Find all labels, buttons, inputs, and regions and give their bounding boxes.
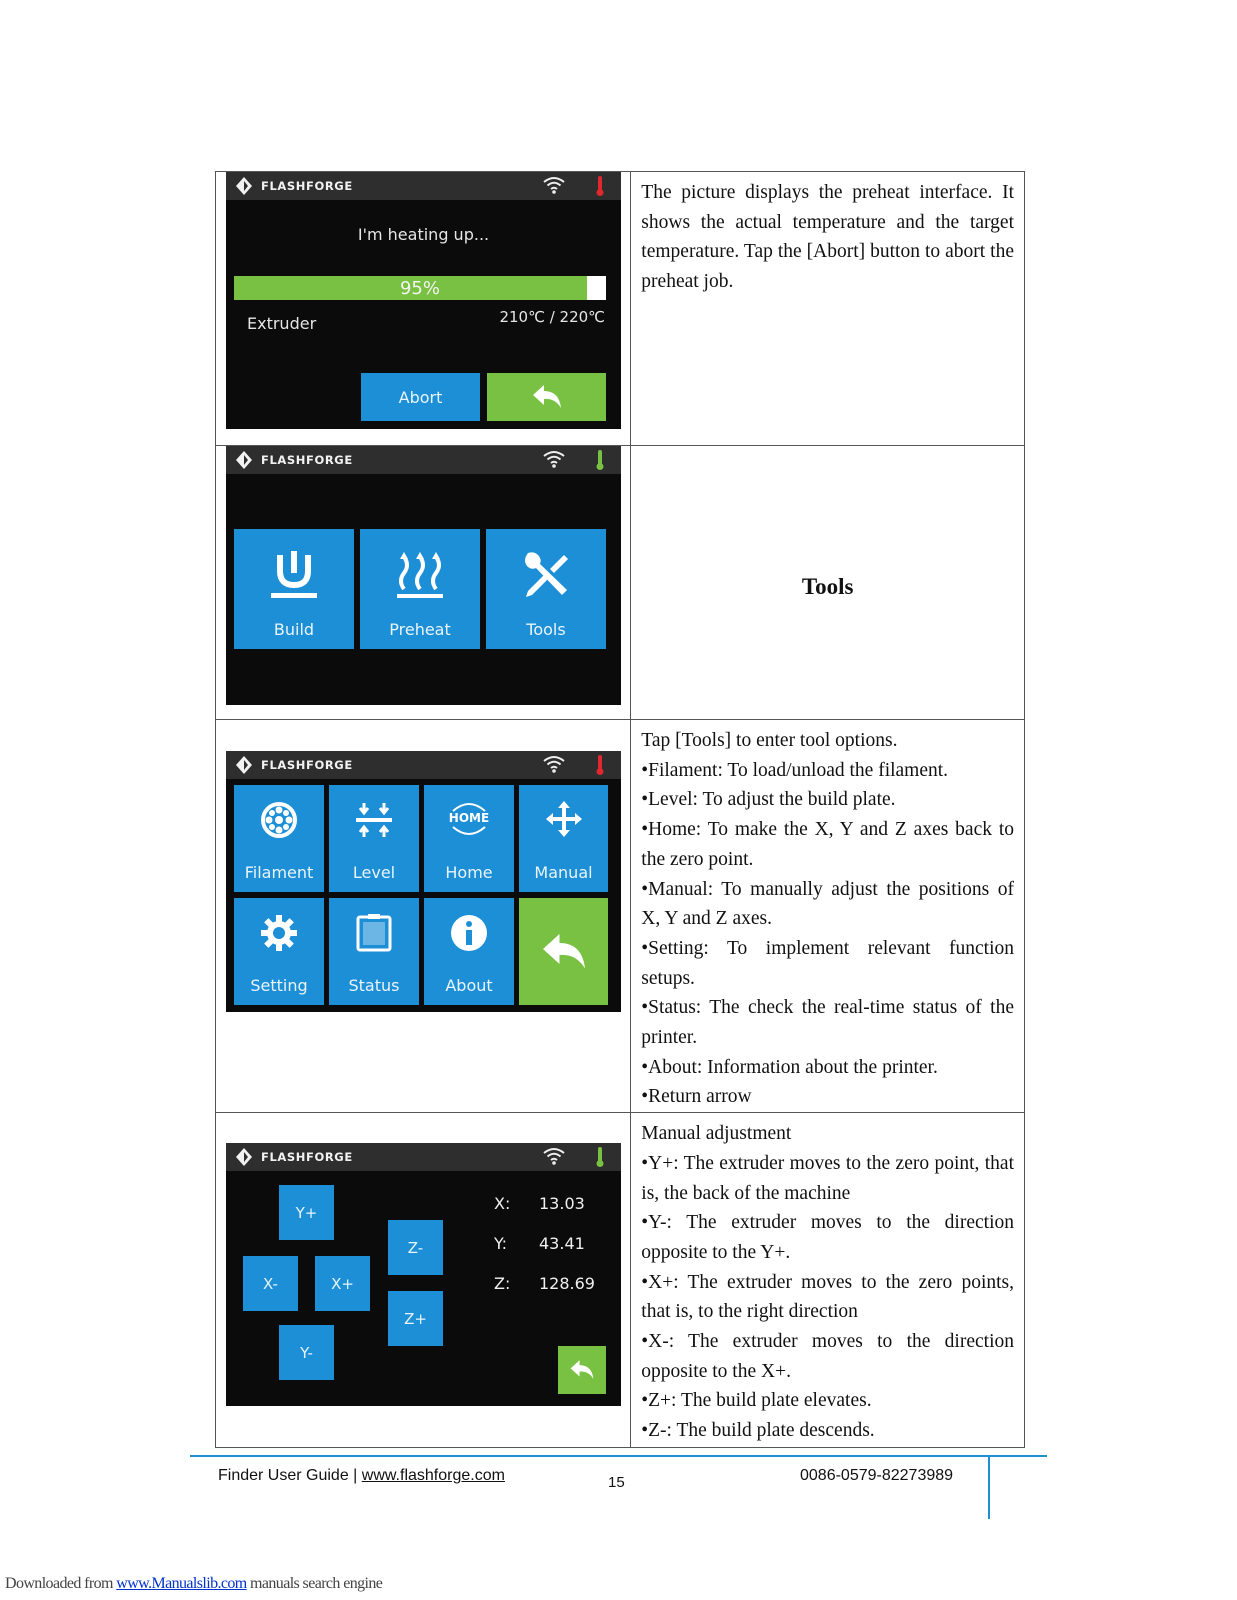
- y-minus-label: Y-: [300, 1343, 313, 1362]
- page-number: 15: [608, 1474, 625, 1491]
- manual-tile[interactable]: [519, 785, 608, 892]
- thermometer-hot-icon: [595, 754, 605, 776]
- home-tile[interactable]: [424, 785, 514, 892]
- x-axis-value: 13.03: [539, 1194, 585, 1214]
- about-label: About: [445, 976, 493, 995]
- z-axis-label: Z:: [494, 1274, 511, 1294]
- footer-divider: [190, 1455, 1047, 1457]
- manual-description-cell: [631, 1113, 1025, 1448]
- setting-label: Setting: [250, 976, 308, 995]
- status-tile[interactable]: [329, 898, 419, 1005]
- footer-phone: 0086-0579-82273989: [800, 1467, 954, 1484]
- setting-tile[interactable]: [234, 898, 324, 1005]
- home-label: Home: [445, 863, 493, 882]
- temperature-readout: 210℃ / 220℃: [499, 308, 605, 326]
- x-plus-label: X+: [331, 1274, 354, 1293]
- progress-bar: [234, 276, 606, 300]
- tools-title-cell: [631, 446, 1025, 720]
- preheat-screenshot-cell: [216, 172, 631, 446]
- preheat-tile[interactable]: [360, 529, 480, 649]
- back-button[interactable]: [487, 373, 606, 421]
- tools-line-6: •Status: The check the real-time status of the printer.: [641, 997, 1014, 1049]
- preheat-icon: [395, 549, 445, 601]
- status-label: Status: [348, 976, 400, 995]
- extruder-label: Extruder: [247, 314, 317, 333]
- level-icon: [354, 801, 394, 839]
- filament-label: Filament: [244, 863, 314, 882]
- manual-label: Manual: [534, 863, 593, 882]
- abort-label: Abort: [398, 387, 443, 407]
- return-tile[interactable]: [519, 898, 608, 1005]
- thermometer-ok-icon: [595, 1146, 605, 1168]
- x-minus-label: X-: [263, 1274, 278, 1293]
- brand-name: FLASHFORGE: [261, 1150, 353, 1165]
- brand-name: FLASHFORGE: [261, 453, 353, 467]
- z-plus-button[interactable]: [388, 1291, 443, 1346]
- thermometer-hot-icon: [595, 175, 605, 197]
- thermometer-ok-icon: [595, 449, 605, 471]
- level-tile[interactable]: [329, 785, 419, 892]
- about-tile[interactable]: [424, 898, 514, 1005]
- progress-label: 95%: [399, 278, 440, 299]
- home-icon: [447, 799, 491, 839]
- tools-tile[interactable]: [486, 529, 606, 649]
- footer-vertical-divider: [988, 1457, 990, 1519]
- footer-guide: [218, 1467, 505, 1485]
- manual-line-0: Manual adjustment: [641, 1123, 792, 1145]
- top-bar: [226, 172, 621, 200]
- preheat-label: Preheat: [389, 620, 451, 639]
- z-axis-value: 128.69: [539, 1274, 595, 1294]
- main-menu-screen: [226, 446, 621, 705]
- tools-screen: [226, 751, 621, 1012]
- manual-line-5: •Z+: The build plate elevates.: [641, 1390, 872, 1412]
- manual-screenshot-cell: [216, 1113, 631, 1448]
- flashforge-logo: [235, 755, 353, 775]
- flashforge-logo: [235, 176, 353, 196]
- z-plus-label: Z+: [404, 1309, 427, 1328]
- wifi-icon: [542, 450, 566, 468]
- top-bar: [226, 751, 621, 779]
- wifi-icon: [542, 755, 566, 773]
- wifi-icon: [542, 176, 566, 194]
- abort-button[interactable]: [361, 373, 480, 421]
- tools-label: Tools: [526, 620, 566, 639]
- gear-icon: [260, 914, 298, 952]
- filament-icon: [260, 801, 298, 839]
- z-minus-button[interactable]: [388, 1220, 443, 1275]
- tools-line-3: •Home: To make the X, Y and Z axes back to the zero point.: [641, 819, 1014, 870]
- download-suffix: manuals search engine: [246, 1575, 383, 1592]
- status-icon: [356, 914, 392, 952]
- tools-screenshot-cell: [216, 720, 631, 1113]
- x-axis-label: X:: [494, 1194, 511, 1214]
- brand-name: FLASHFORGE: [261, 179, 353, 193]
- y-plus-label: Y+: [295, 1203, 318, 1222]
- tools-line-5: •Setting: To implement relevant function setups.: [641, 937, 1014, 989]
- flashforge-logo: [235, 450, 353, 470]
- back-arrow-icon: [540, 932, 588, 972]
- back-arrow-icon: [569, 1359, 595, 1381]
- tools-description-cell: [631, 720, 1025, 1113]
- footer-guide-title: Finder User Guide |: [218, 1467, 362, 1484]
- tools-line-0: Tap [Tools] to enter tool options.: [641, 730, 898, 751]
- build-icon: [269, 549, 319, 601]
- preheat-description: The picture displays the preheat interface. It shows the actual temperature and the target temperature. Tap the [Abort] button to abort the preheat job.: [641, 182, 1014, 293]
- y-axis-value: 43.41: [539, 1234, 585, 1254]
- info-icon: [450, 914, 488, 952]
- tools-line-1: •Filament: To load/unload the filament.: [641, 759, 949, 781]
- tools-title: Tools: [801, 574, 854, 599]
- heating-status-text: I'm heating up...: [357, 225, 490, 244]
- back-arrow-icon: [531, 384, 563, 410]
- y-minus-button[interactable]: [279, 1325, 334, 1380]
- manual-line-6: •Z-: The build plate descends.: [641, 1420, 875, 1442]
- download-prefix: Downloaded from: [5, 1575, 117, 1592]
- manualslib-link[interactable]: www.Manualslib.com: [116, 1575, 247, 1592]
- tools-icon: [520, 549, 572, 601]
- top-bar: [226, 446, 621, 474]
- filament-tile[interactable]: [234, 785, 324, 892]
- x-minus-button[interactable]: [243, 1256, 298, 1311]
- y-plus-button[interactable]: [279, 1185, 334, 1240]
- footer-url-link[interactable]: www.flashforge.com: [361, 1467, 505, 1484]
- preheat-description-cell: [631, 172, 1025, 446]
- tools-line-4: •Manual: To manually adjust the positions of X, Y and Z axes.: [641, 878, 1014, 930]
- z-minus-label: Z-: [407, 1238, 424, 1257]
- manual-line-3: •X+: The extruder moves to the zero points, that is, to the right direction: [641, 1271, 1014, 1323]
- wifi-icon: [542, 1147, 566, 1165]
- tools-line-7: •About: Information about the printer.: [641, 1056, 938, 1078]
- x-plus-button[interactable]: [315, 1256, 370, 1311]
- tools-line-2: •Level: To adjust the build plate.: [641, 789, 896, 811]
- download-credit: [5, 1575, 382, 1593]
- build-tile[interactable]: [234, 529, 354, 649]
- manual-line-1: •Y+: The extruder moves to the zero point, that is, the back of the machine: [641, 1152, 1014, 1204]
- top-bar: [226, 1143, 621, 1171]
- manual-line-4: •X-: The extruder moves to the direction opposite to the X+.: [641, 1331, 1014, 1382]
- preheat-screen: [226, 172, 621, 429]
- manual-screen: [226, 1143, 621, 1406]
- main-menu-screenshot-cell: [216, 446, 631, 720]
- home-icon-text: HOME: [448, 811, 490, 825]
- back-button[interactable]: [558, 1346, 606, 1394]
- y-axis-label: Y:: [494, 1234, 508, 1254]
- flashforge-logo: [235, 1147, 353, 1167]
- build-label: Build: [273, 620, 315, 639]
- brand-name: FLASHFORGE: [261, 758, 353, 772]
- tools-line-8: •Return arrow: [641, 1086, 752, 1108]
- level-label: Level: [352, 863, 396, 882]
- content-table: [215, 171, 1025, 1448]
- manual-move-icon: [544, 799, 584, 839]
- manual-line-2: •Y-: The extruder moves to the direction opposite to the Y+.: [641, 1212, 1014, 1263]
